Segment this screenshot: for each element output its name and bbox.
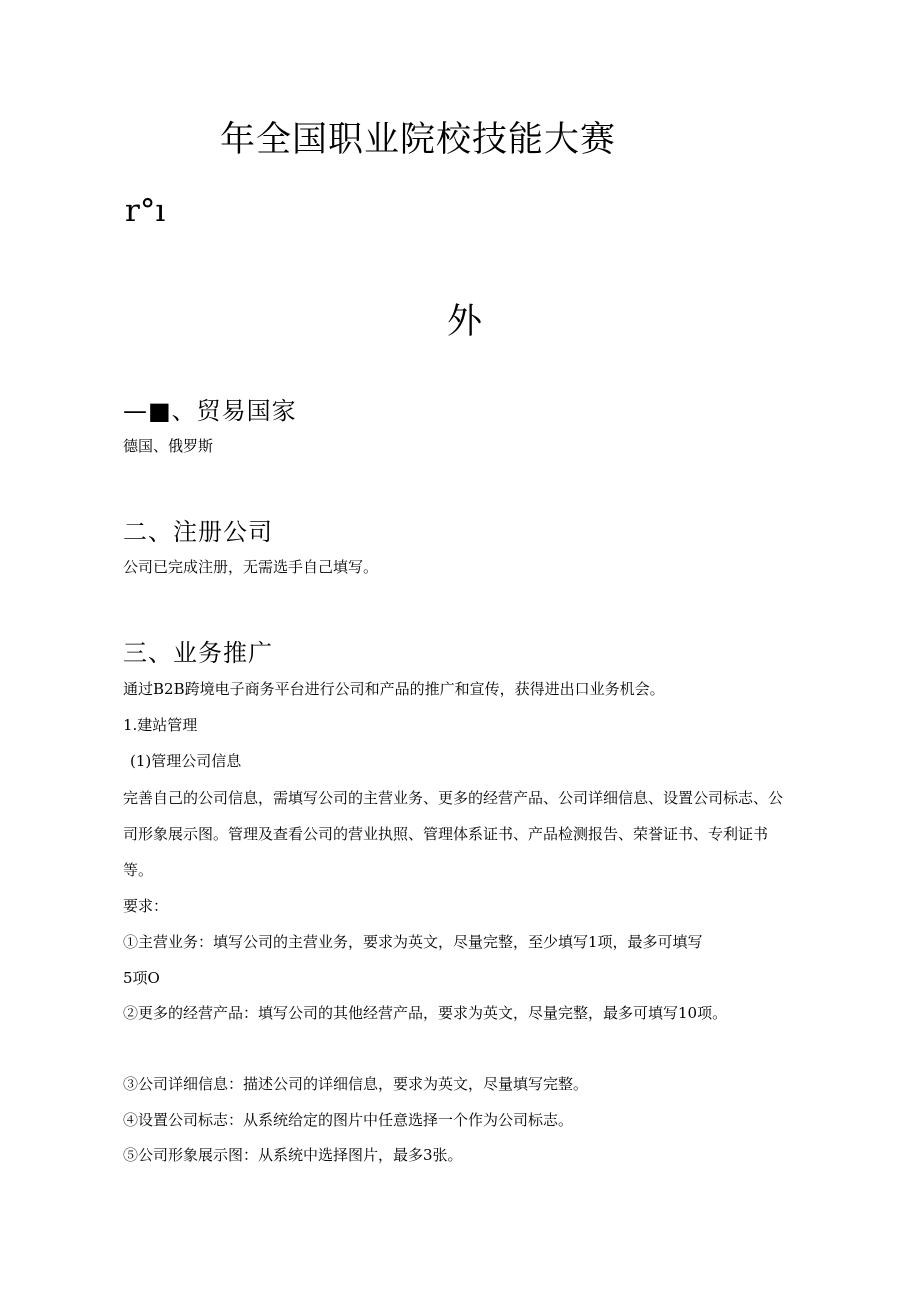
section-heading-register-company: 二、注册公司 (123, 518, 273, 546)
requirement-4: ④设置公司标志：从系统给定的图片中任意选择一个作为公司标志。 (123, 1111, 574, 1129)
requirement-3: ③公司详细信息：描述公司的详细信息，要求为英文，尽量填写完整。 (123, 1075, 589, 1093)
company-info-description-line-1: 完善自己的公司信息，需填写公司的主营业务、更多的经营产品、公司详细信息、设置公司标志、公 (123, 789, 784, 807)
company-info-description-line-3: 等。 (123, 861, 154, 879)
trade-countries-text: 德国、俄罗斯 (123, 437, 214, 455)
promotion-intro-text: 通过B2B跨境电子商务平台进行公司和产品的推广和宣传，获得进出口业务机会。 (123, 680, 665, 698)
requirement-1-line-1: ①主营业务：填写公司的主营业务，要求为英文，尽量完整，至少填写1项，最多可填写 (123, 933, 703, 951)
document-title: 年全国职业院校技能大赛 (220, 120, 617, 160)
requirement-1-line-2: 5项O (123, 969, 160, 987)
register-company-text: 公司已完成注册，无需选手自己填写。 (123, 558, 379, 576)
manage-company-info-heading: (1)管理公司信息 (130, 752, 242, 770)
requirement-5: ⑤公司形象展示图：从系统中选择图片，最多3张。 (123, 1146, 463, 1164)
section-heading-trade-countries: —■、贸易国家 (123, 397, 297, 425)
company-info-description-line-2: 司形象展示图。管理及查看公司的营业执照、管理体系证书、产品检测报告、荣誉证书、专利证书 (123, 825, 769, 843)
title-fragment-1: r°ı (125, 193, 166, 229)
requirement-2: ②更多的经营产品：填写公司的其他经营产品，要求为英文，尽量完整，最多可填写10项。 (123, 1004, 728, 1022)
title-fragment-2: 外 (447, 302, 483, 342)
section-heading-business-promotion: 三、业务推广 (123, 639, 273, 667)
requirements-label: 要求： (123, 897, 169, 915)
site-management-heading: 1.建站管理 (123, 716, 198, 734)
